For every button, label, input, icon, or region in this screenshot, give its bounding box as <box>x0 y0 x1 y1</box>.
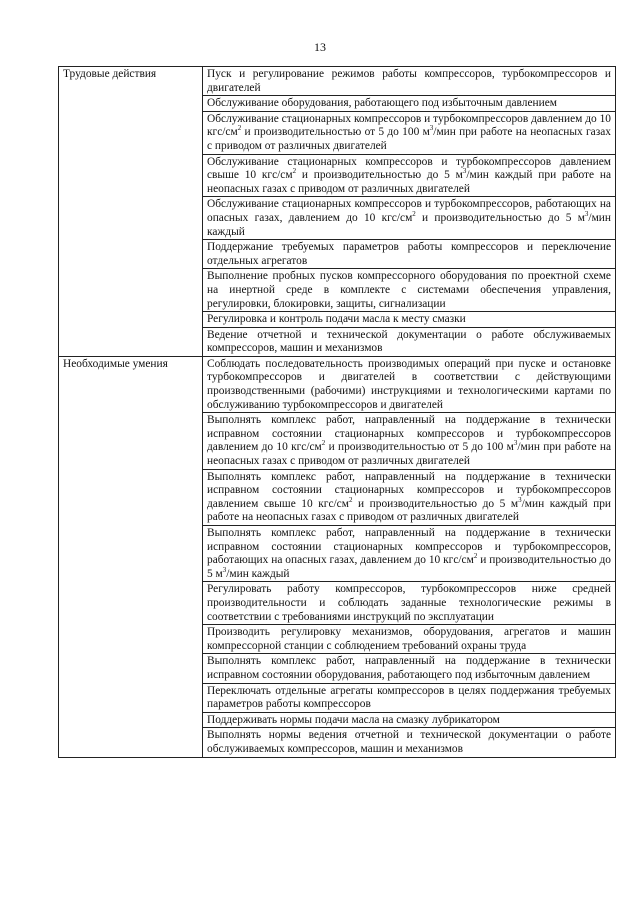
requirement-item: Выполнять комплекс работ, направленный на поддержание в технически исправном состоянии стационарных компрессоров и турбокомпрессоров давлением свыше 10 кгс/$см^2$ и производительностью до 5 $м^3$/мин каждый при работе на неопасных газах с приводом от различных двигателей <box>203 469 616 525</box>
requirement-item: Регулировать работу компрессоров, турбокомпрессоров ниже средней производительности и соблюдать заданные технологические режимы в соответствии с требованиями инструкций по эксплуатации <box>203 582 616 625</box>
requirement-item: Регулировка и контроль подачи масла к месту смазки <box>203 312 616 328</box>
requirement-item: Переключать отдельные агрегаты компрессоров в целях поддержания требуемых параметров работы компрессоров <box>203 683 616 712</box>
table-row <box>59 67 616 96</box>
section-label: Трудовые действия <box>59 67 203 357</box>
requirement-item: Поддерживать нормы подачи масла на смазку лубрикатором <box>203 712 616 728</box>
requirement-item: Выполнять комплекс работ, направленный на поддержание в технически исправном состоянии оборудования, работающего под избыточным давлением <box>203 654 616 683</box>
table-row <box>59 356 616 412</box>
requirement-item: Ведение отчетной и технической документации о работе обслуживаемых компрессоров, машин и механизмов <box>203 327 616 356</box>
requirement-item: Выполнять нормы ведения отчетной и технической документации о работе обслуживаемых компрессоров, машин и механизмов <box>203 728 616 757</box>
page-number: 13 <box>314 40 326 54</box>
requirement-item: Обслуживание оборудования, работающего под избыточным давлением <box>203 96 616 112</box>
section-label: Необходимые умения <box>59 356 203 757</box>
requirement-item: Поддержание требуемых параметров работы компрессоров и переключение отдельных агрегатов <box>203 240 616 269</box>
requirements-table <box>58 66 616 758</box>
requirement-item: Обслуживание стационарных компрессоров и турбокомпрессоров, работающих на опасных газах, давлением до 10 кгс/$см^2$ и производительностью до 5 $м^3$/мин каждый <box>203 197 616 240</box>
requirement-item: Выполнение пробных пусков компрессорного оборудования по проектной схеме на инертной среде в комплекте с системами обеспечения управления, регулировки, блокировки, защиты, сигнализации <box>203 269 616 312</box>
requirement-item: Соблюдать последовательность производимых операций при пуске и остановке турбокомпрессоров и двигателей в соответствии с действующими производственными (рабочими) инструкциями и технологическими картами по обслуживанию турбокомпрессоров и двигателей <box>203 356 616 412</box>
requirement-item: Выполнять комплекс работ, направленный на поддержание в технически исправном состоянии стационарных компрессоров и турбокомпрессоров давлением до 10 кгс/$см^2$ и производительностью от 5 до 100 $м^3$/мин при работе на неопасных газах с приводом от различных двигателей <box>203 413 616 469</box>
requirement-item: Производить регулировку механизмов, оборудования, агрегатов и машин компрессорной станции с соблюдением требований охраны труда <box>203 625 616 654</box>
requirement-item: Обслуживание стационарных компрессоров и турбокомпрессоров давлением свыше 10 кгс/$см^2$ и производительностью до 5 $м^3$/мин каждый при работе на неопасных газах с приводом от различных двигателей <box>203 154 616 197</box>
requirement-item: Выполнять комплекс работ, направленный на поддержание в технически исправном состоянии стационарных компрессоров и турбокомпрессоров, работающих на опасных газах, давлением до 10 кгс/$см^2$ и производительностью до 5 $м^3$/мин каждый <box>203 526 616 582</box>
requirement-item: Обслуживание стационарных компрессоров и турбокомпрессоров давлением до 10 кгс/$см^2$ и производительностью от 5 до 100 $м^3$/мин при работе на неопасных газах с приводом от различных двигателей <box>203 111 616 154</box>
requirement-item: Пуск и регулирование режимов работы компрессоров, турбокомпрессоров и двигателей <box>203 67 616 96</box>
